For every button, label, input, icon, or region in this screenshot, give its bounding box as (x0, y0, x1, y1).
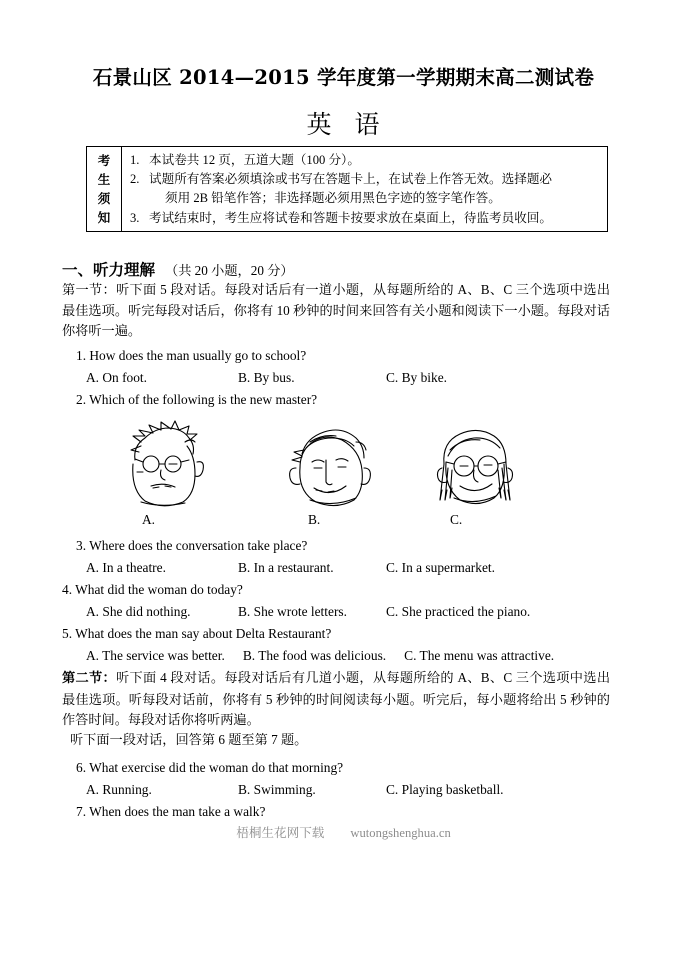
part-one-text: 听下面 5 段对话。每段对话后有一道小题，从每题所给的 A、B、C 三个选项中选出最佳选项。听完每段对话后，你将有 10 秒钟的时间来回答有关小题和阅读下一小题。每段对话你将听一遍。 (62, 282, 611, 339)
question-3: 3. Where does the conversation take place? (76, 538, 308, 553)
section-one-title: 一、听力理解 (62, 260, 156, 279)
option-a[interactable]: A. On foot. (86, 370, 147, 385)
option-b[interactable]: B. She wrote letters. (238, 604, 347, 619)
question-5: 5. What does the man say about Delta Restaurant? (62, 626, 332, 641)
watermark-chinese: 梧桐生花网下载 (236, 826, 325, 840)
notice-item-line-cont: 须用 2B 铅笔作答；非选择题必须用黑色字迹的签字笔作答。 (165, 191, 501, 206)
option-c[interactable]: C. Playing basketball. (386, 782, 504, 797)
figure-label-a[interactable]: A. (142, 512, 156, 527)
subject-title (0, 105, 687, 141)
notice-body (122, 147, 607, 231)
question-1-options (86, 370, 626, 389)
part-two-instructions (62, 668, 610, 731)
question-4: 4. What did the woman do today? (62, 582, 243, 597)
spiky-hair-face-icon (111, 412, 231, 522)
subject-char-2: 语 (354, 110, 381, 139)
notice-vertical-label (87, 147, 122, 231)
figure-label-b[interactable]: B. (308, 512, 321, 527)
option-c[interactable]: C. The menu was attractive. (404, 648, 555, 663)
notice-item (130, 151, 601, 170)
notice-item-text (149, 170, 601, 208)
face-option-b-figure (276, 412, 396, 522)
question-7: 7. When does the man take a walk? (76, 804, 266, 819)
part-two-label: 第二节： (62, 671, 117, 686)
section-one-heading (62, 258, 294, 280)
option-c[interactable]: C. By bike. (386, 370, 448, 385)
notice-item (130, 209, 601, 228)
page-title: 石景山区 2014—2015 学年度第一学期期末高二测试卷 (92, 66, 595, 89)
notice-item (130, 170, 601, 208)
option-a[interactable]: A. She did nothing. (86, 604, 191, 619)
footer-watermark (0, 822, 687, 841)
option-b[interactable]: B. The food was delicious. (242, 648, 387, 663)
question-6: 6. What exercise did the woman do that morning? (76, 760, 344, 775)
face-option-a-figure (111, 412, 231, 522)
notice-item-text: 本试卷共 12 页，五道大题（100 分）。 (149, 153, 360, 167)
notice-item-number: 1. (130, 153, 140, 167)
face-option-c-figure (416, 412, 536, 522)
option-c[interactable]: C. She practiced the piano. (386, 604, 531, 619)
subject-char-1: 英 (306, 110, 333, 139)
question-3-options (86, 560, 626, 579)
option-a[interactable]: A. The service was better. (86, 648, 225, 663)
part-one-label: 第一节： (62, 282, 117, 297)
question-5-options (86, 648, 626, 667)
notice-label-char-2: 生 (97, 172, 111, 187)
part-one-instructions (62, 280, 610, 342)
option-a[interactable]: A. Running. (86, 782, 152, 797)
option-b[interactable]: B. Swimming. (238, 782, 316, 797)
notice-item-line: 试题所有答案必须填涂或书写在答题卡上，在试卷上作答无效。选择题必 (149, 172, 552, 187)
option-a[interactable]: A. In a theatre. (86, 560, 166, 575)
question-6-options (86, 782, 626, 801)
watermark-domain: wutongshenghua.cn (350, 826, 451, 840)
question-4-options (86, 604, 626, 623)
part-two-dialogue-instruction: 听下面一段对话，回答第 6 题至第 7 题。 (70, 732, 308, 747)
candidate-notice-box (86, 146, 608, 232)
option-b[interactable]: B. By bus. (238, 370, 295, 385)
notice-item-number: 2. (130, 172, 140, 187)
section-one-points: （共 20 小题，20 分） (165, 263, 294, 278)
notice-label-char-3: 须 (97, 191, 111, 206)
question-2: 2. Which of the following is the new master? (76, 392, 318, 407)
notice-item-text: 考试结束时，考生应将试卷和答题卡按要求放在桌面上，待监考员收回。 (149, 210, 552, 225)
wavy-hair-face-icon (276, 412, 396, 522)
notice-label-char-1: 考 (97, 153, 111, 168)
part-two-text: 听下面 4 段对话。每段对话后有几道小题，从每题所给的 A、B、C 三个选项中选出最佳选项。听每段对话前，你将有 5 秒钟的时间阅读每小题。听完后，每小题将给出 5 秒钟的作答时间。每段对话你将听两遍。 (62, 670, 611, 728)
question-2-option-labels (86, 512, 606, 532)
option-b[interactable]: B. In a restaurant. (238, 560, 334, 575)
question-1: 1. How does the man usually go to school? (76, 348, 307, 363)
notice-label-char-4: 知 (97, 210, 111, 225)
figure-label-c[interactable]: C. (450, 512, 463, 527)
long-hair-glasses-face-icon (416, 412, 536, 522)
notice-item-number: 3. (130, 210, 140, 225)
option-c[interactable]: C. In a supermarket. (386, 560, 495, 575)
